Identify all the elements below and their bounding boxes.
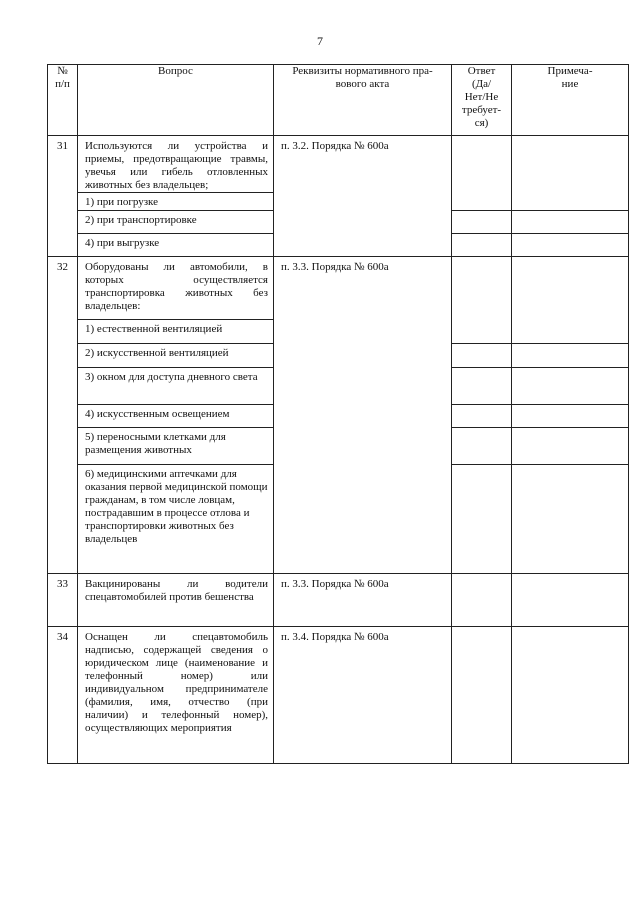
note-cell[interactable] [512,627,629,764]
requisites-text: п. 3.2. Порядка № 600а [274,136,452,257]
row-number: 32 [48,257,78,574]
row-number: 34 [48,627,78,764]
requisites-text: п. 3.4. Порядка № 600а [274,627,452,764]
header-num: № п/п [48,65,78,136]
sub-item: 2) при транспортировке [78,211,274,234]
question-text: Вакцинированы ли водители спецавтомобилей против бешенства [78,574,274,627]
note-cell[interactable] [512,257,629,344]
answer-cell[interactable] [452,428,512,465]
answer-cell[interactable] [452,465,512,574]
question-text: Оборудованы ли автомобили, в которых осуществляется транспортировка животных без владельцев: [78,257,274,320]
question-text: Оснащен ли спецавтомобиль надписью, содержащей сведения о юридическом лице (наименование и телефонный номер) или индивидуальном предпринимателе (фамилия, имя, отчество (при наличии) и телефонный номер), осуществляющих мероприятия [78,627,274,764]
sub-item: 3) окном для доступа дневного света [78,368,274,405]
note-cell[interactable] [512,234,629,257]
table-row [48,136,629,193]
requisites-text: п. 3.3. Порядка № 600а [274,257,452,574]
sub-item: 4) искусственным освещением [78,405,274,428]
table-header-row [48,65,629,136]
requisites-text: п. 3.3. Порядка № 600а [274,574,452,627]
header-note: Примеча- ние [512,65,629,136]
answer-cell[interactable] [452,344,512,368]
sub-item: 4) при выгрузке [78,234,274,257]
answer-cell[interactable] [452,136,512,211]
page-number: 7 [317,34,323,48]
table-row [48,627,629,764]
answer-cell[interactable] [452,405,512,428]
note-cell[interactable] [512,405,629,428]
sub-item: 1) естественной вентиляцией [78,320,274,344]
row-number: 33 [48,574,78,627]
sub-item: 6) медицинскими аптечками для оказания первой медицинской помощи гражданам, в том числе ловцам, пострадавшим в процессе отлова и транспортировки животных без владельцев [78,465,274,574]
header-answer: Ответ (Да/ Нет/Не требует- ся) [452,65,512,136]
row-number: 31 [48,136,78,257]
table-row [48,574,629,627]
question-text: Используются ли устройства и приемы, предотвращающие травмы, увечья или гибель отловленных животных без владельцев; [78,136,274,193]
note-cell[interactable] [512,344,629,368]
header-question: Вопрос [78,65,274,136]
answer-cell[interactable] [452,368,512,405]
sub-item: 5) переносными клетками для размещения животных [78,428,274,465]
answer-cell[interactable] [452,234,512,257]
answer-cell[interactable] [452,627,512,764]
note-cell[interactable] [512,368,629,405]
note-cell[interactable] [512,428,629,465]
inspection-checklist-table [47,64,629,764]
note-cell[interactable] [512,574,629,627]
sub-item: 1) при погрузке [78,193,274,211]
note-cell[interactable] [512,465,629,574]
answer-cell[interactable] [452,574,512,627]
answer-cell[interactable] [452,211,512,234]
header-requisites: Реквизиты нормативного пра- вового акта [274,65,452,136]
note-cell[interactable] [512,211,629,234]
answer-cell[interactable] [452,257,512,344]
note-cell[interactable] [512,136,629,211]
table-row [48,257,629,320]
sub-item: 2) искусственной вентиляцией [78,344,274,368]
